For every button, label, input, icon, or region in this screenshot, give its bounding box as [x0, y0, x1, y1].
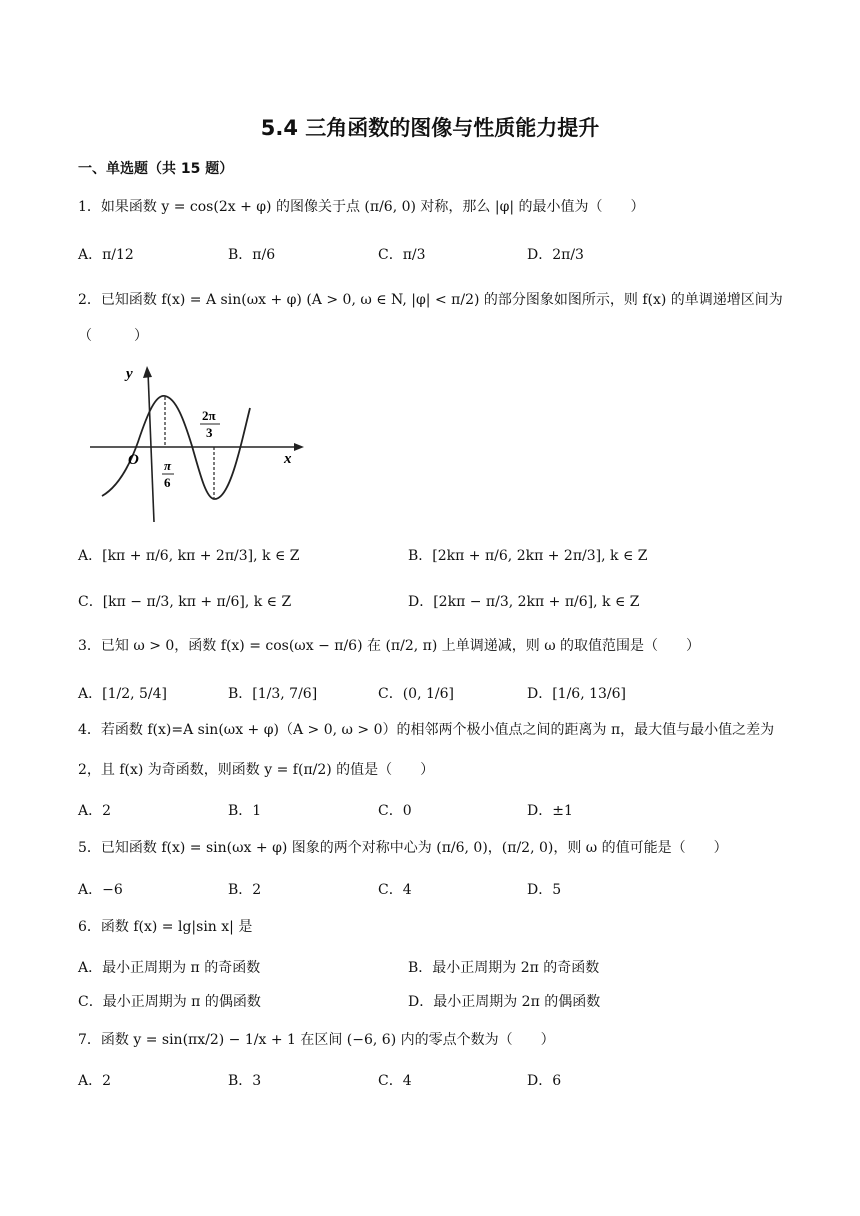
question-4-stem-cont: 2，且 f(x) 为奇函数，则函数 y = f(π/2) 的值是（ ） [78, 762, 435, 778]
section-heading: 一、单选题（共 15 题） [78, 161, 234, 177]
question-1-stem: 1．如果函数 y = cos(2x + φ) 的图像关于点 (π/6, 0) 对称，那么 |φ| 的最小值为（ ） [78, 199, 645, 215]
mark-2pi-3-num: 2π [202, 408, 216, 423]
q7-option-c: C．4 [378, 1073, 412, 1089]
q6-option-d: D．最小正周期为 2π 的偶函数 [408, 994, 601, 1010]
y-axis-arrow [143, 366, 152, 378]
mark-pi-6-den: 6 [164, 475, 171, 490]
question-2-stem: 2．已知函数 f(x) = A sin(ωx + φ) (A > 0, ω ∈ N, |φ| < π/2) 的部分图象如图所示，则 f(x) 的单调递增区间为 [78, 292, 783, 308]
mark-pi-6-num: π [164, 458, 172, 473]
question-4-stem: 4．若函数 f(x)=A sin(ωx + φ)（A > 0, ω > 0）的相邻两个极小值点之间的距离为 π，最大值与最小值之差为 [78, 722, 775, 738]
q1-option-b: B．π/6 [228, 247, 276, 263]
q4-option-c: C．0 [378, 803, 412, 819]
q1-option-a: A．π/12 [78, 247, 134, 263]
question-7-stem: 7．函数 y = sin(πx/2) − 1/x + 1 在区间 (−6, 6) 内的零点个数为（ ） [78, 1032, 555, 1048]
q5-option-b: B．2 [228, 882, 262, 898]
y-axis-label: y [126, 366, 133, 382]
mark-2pi-3-den: 3 [206, 425, 213, 440]
page-title: 5.4 三角函数的图像与性质能力提升 [260, 116, 600, 140]
question-6-stem: 6．函数 f(x) = lg|sin x| 是 [78, 919, 253, 935]
question-2-stem-cont: （ ） [78, 328, 148, 344]
q1-option-c: C．π/3 [378, 247, 426, 263]
q4-option-b: B．1 [228, 803, 262, 819]
origin-label: O [128, 452, 139, 468]
function-graph [86, 360, 308, 526]
q3-option-c: C．(0, 1/6] [378, 686, 454, 702]
q2-option-b: B．[2kπ + π/6, 2kπ + 2π/3], k ∈ Z [408, 548, 648, 564]
q3-option-b: B．[1/3, 7/6] [228, 686, 318, 702]
q6-option-c: C．最小正周期为 π 的偶函数 [78, 994, 261, 1010]
x-axis-label: x [284, 451, 292, 467]
q5-option-c: C．4 [378, 882, 412, 898]
question-3-stem: 3．已知 ω > 0，函数 f(x) = cos(ωx − π/6) 在 (π/2, π) 上单调递减，则 ω 的取值范围是（ ） [78, 638, 701, 654]
q2-option-a: A．[kπ + π/6, kπ + 2π/3], k ∈ Z [78, 548, 300, 564]
q6-option-a: A．最小正周期为 π 的奇函数 [78, 960, 261, 976]
q4-option-a: A．2 [78, 803, 112, 819]
q5-option-a: A．−6 [78, 882, 123, 898]
q2-option-c: C．[kπ − π/3, kπ + π/6], k ∈ Z [78, 594, 292, 610]
q3-option-a: A．[1/2, 5/4] [78, 686, 167, 702]
q7-option-d: D．6 [527, 1073, 562, 1089]
q6-option-b: B．最小正周期为 2π 的奇函数 [408, 960, 600, 976]
question-5-stem: 5．已知函数 f(x) = sin(ωx + φ) 图象的两个对称中心为 (π/6, 0)，(π/2, 0)，则 ω 的值可能是（ ） [78, 840, 728, 856]
q5-option-d: D．5 [527, 882, 562, 898]
q1-option-d: D．2π/3 [527, 247, 584, 263]
x-axis-arrow [294, 443, 304, 451]
q7-option-b: B．3 [228, 1073, 262, 1089]
q4-option-d: D．±1 [527, 803, 573, 819]
q3-option-d: D．[1/6, 13/6] [527, 686, 627, 702]
q2-option-d: D．[2kπ − π/3, 2kπ + π/6], k ∈ Z [408, 594, 640, 610]
q7-option-a: A．2 [78, 1073, 112, 1089]
